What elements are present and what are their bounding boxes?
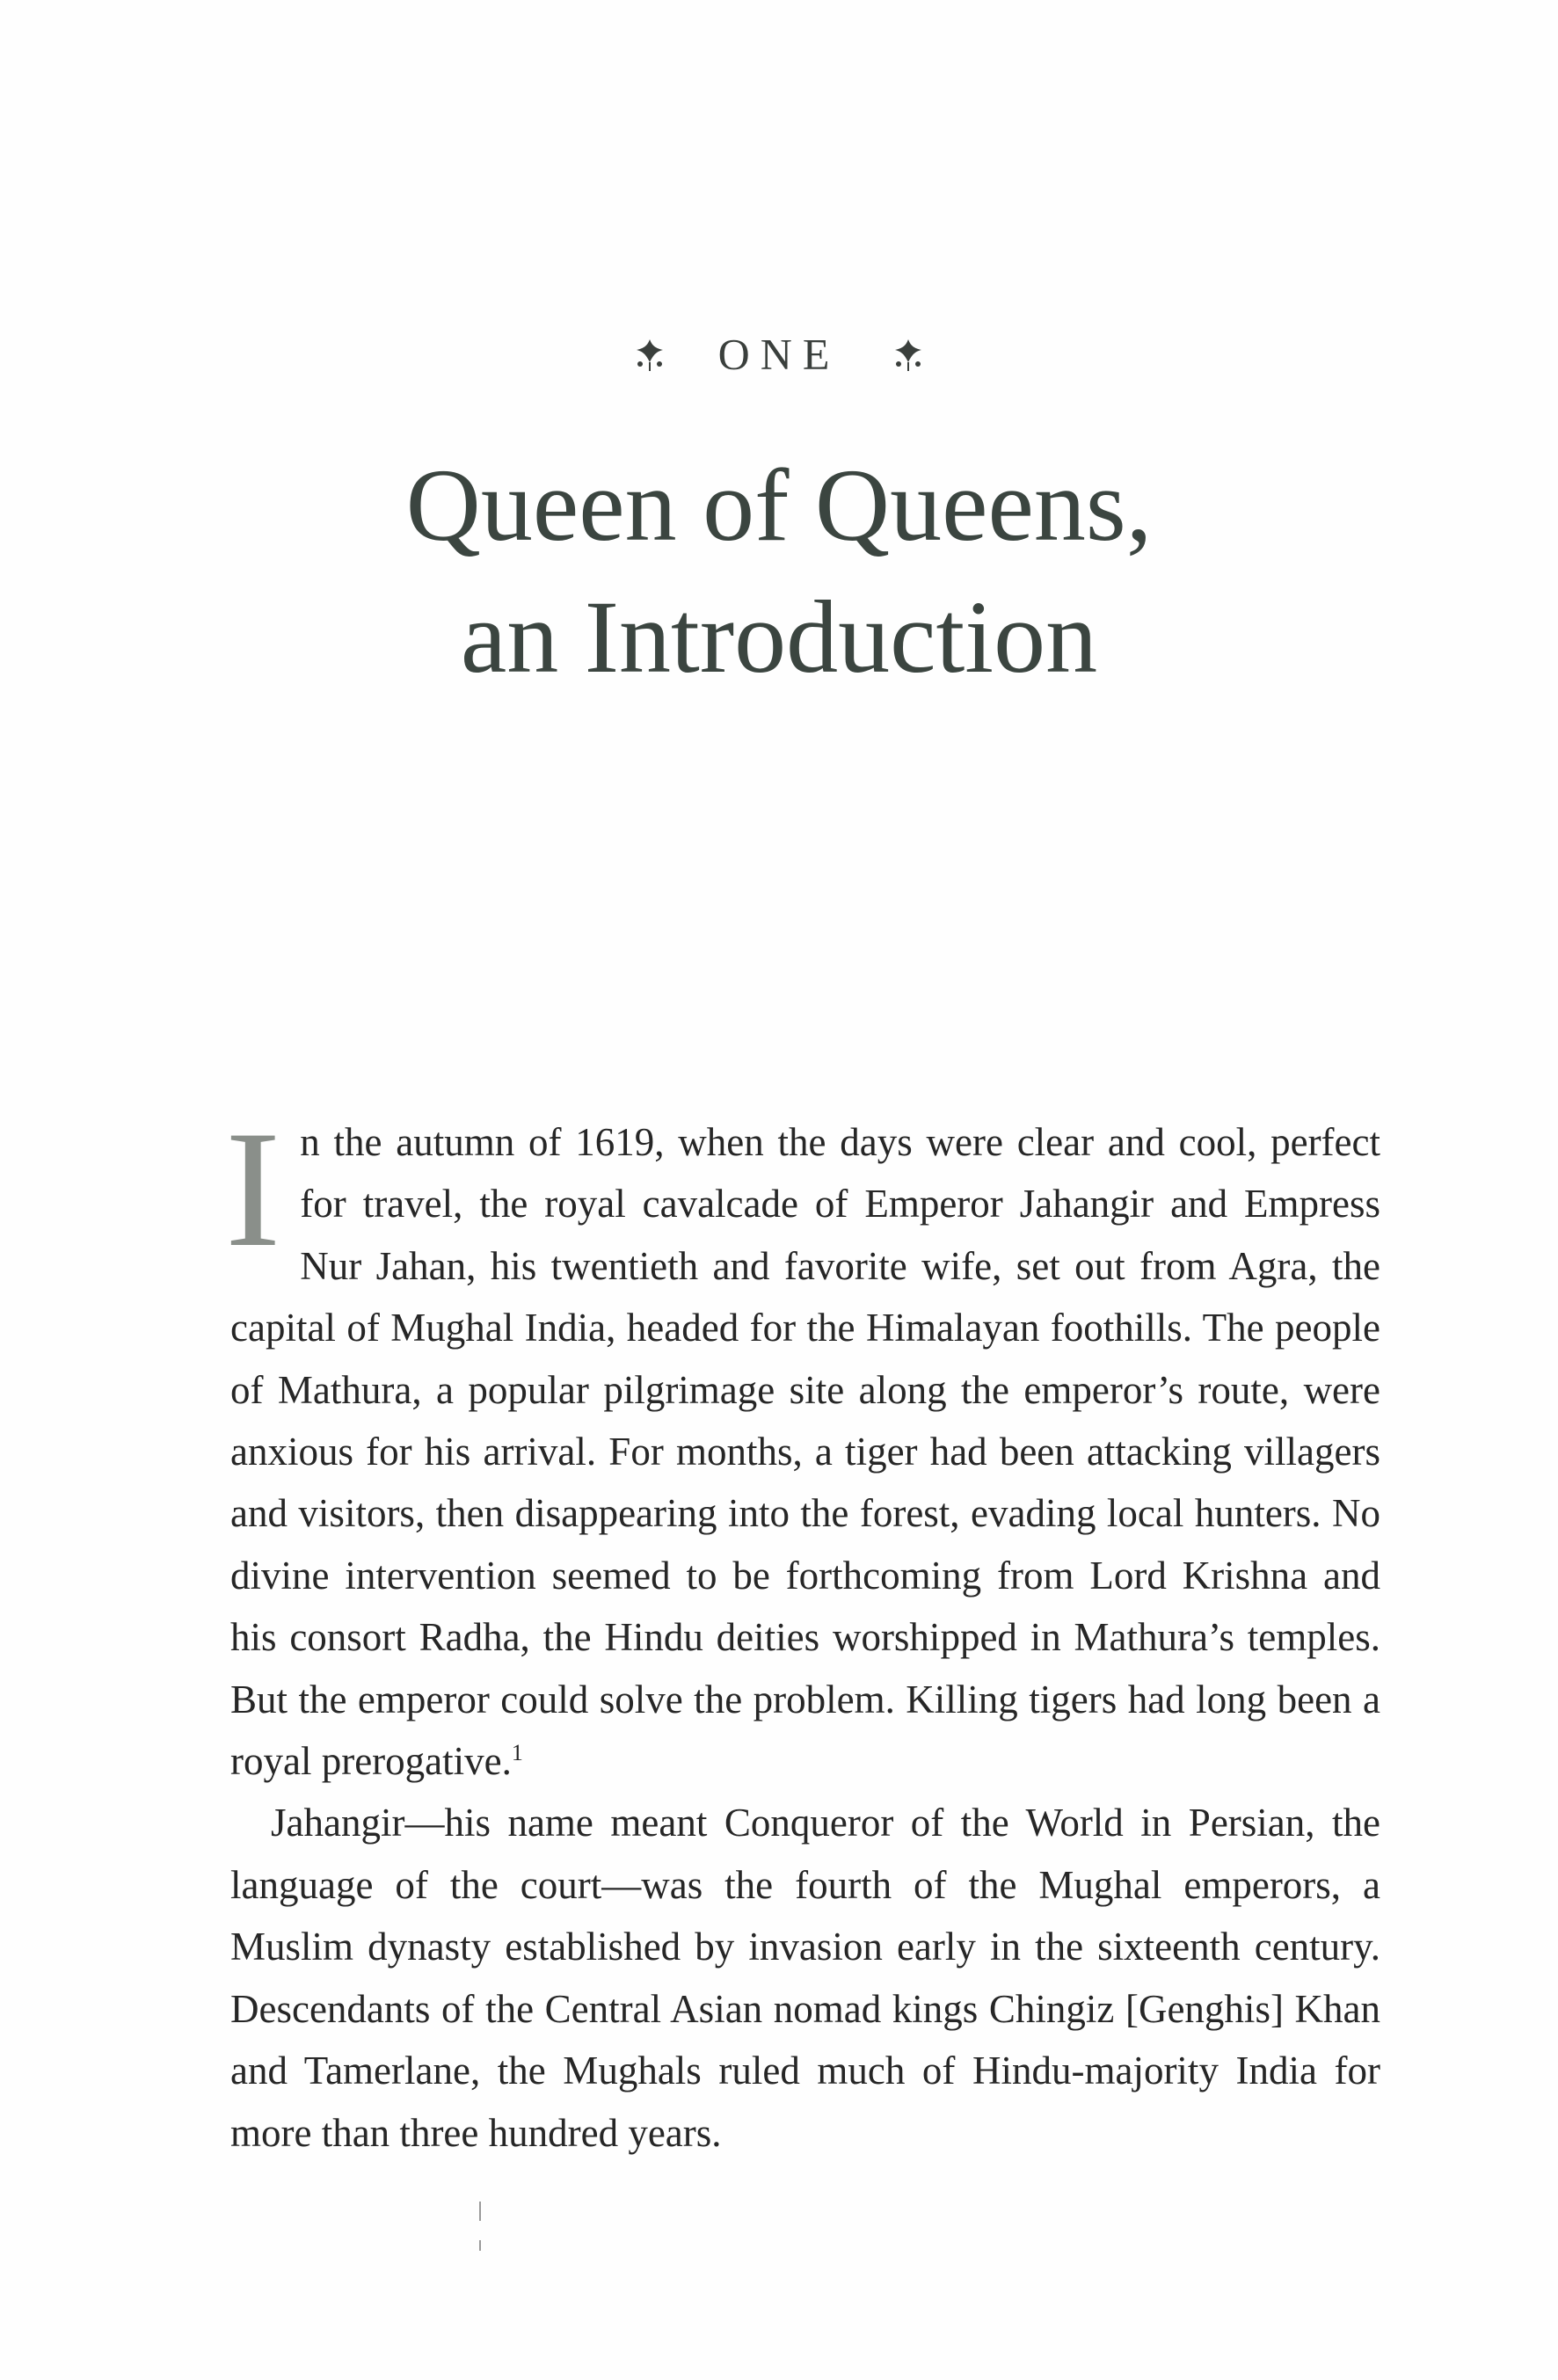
- fleuron-icon: [630, 334, 670, 375]
- chapter-number-heading: [0, 324, 1558, 380]
- paragraph-2-text: Jahangir—his name meant Conqueror of the World in Persian, the language of the court—was the fourth of the Mughal emperors, a Muslim dynasty established by invasion early in the sixteenth century. Descendants of the Central Asian nomad kings Chingiz [Genghis] Khan and Tamerlane, the Mughals ruled much of Hindu-majority India for more than three hundred years.: [230, 1801, 1380, 2155]
- paragraph-2: [230, 1792, 1380, 2163]
- chapter-number: ONE: [717, 329, 841, 379]
- footnote-reference: 1: [511, 1740, 523, 1766]
- chapter-title-line-1: Queen of Queens,: [405, 448, 1153, 563]
- fleuron-icon: [888, 334, 928, 375]
- body-text: [225, 1097, 1380, 2164]
- paragraph-1-text: n the autumn of 1619, when the days were clear and cool, perfect for travel, the royal cavalcade of Emperor Jahangir and Empress Nur Jahan, his twentieth and favorite wife, set out from Agra, the capital of Mughal India, headed for the Himalayan foothills. The people of Mathura, a popular pilgrimage site along the emperor’s route, were anxious for his arrival. For months, a tiger had been attacking villagers and visitors, then disappearing into the forest, evading local hunters. No divine intervention seemed to be forthcoming from Lord Krishna and his consort Radha, the Hindu deities worshipped in Mathura’s temples. But the emperor could solve the problem. Killing tigers had long been a royal prerogative.: [230, 1120, 1380, 1784]
- scan-mark: [479, 2202, 481, 2221]
- paragraph-1: [225, 1097, 1380, 1792]
- chapter-title-line-2: an Introduction: [460, 579, 1098, 695]
- chapter-title: [0, 440, 1558, 703]
- scan-mark: [479, 2240, 481, 2251]
- drop-cap: I: [225, 1097, 281, 1282]
